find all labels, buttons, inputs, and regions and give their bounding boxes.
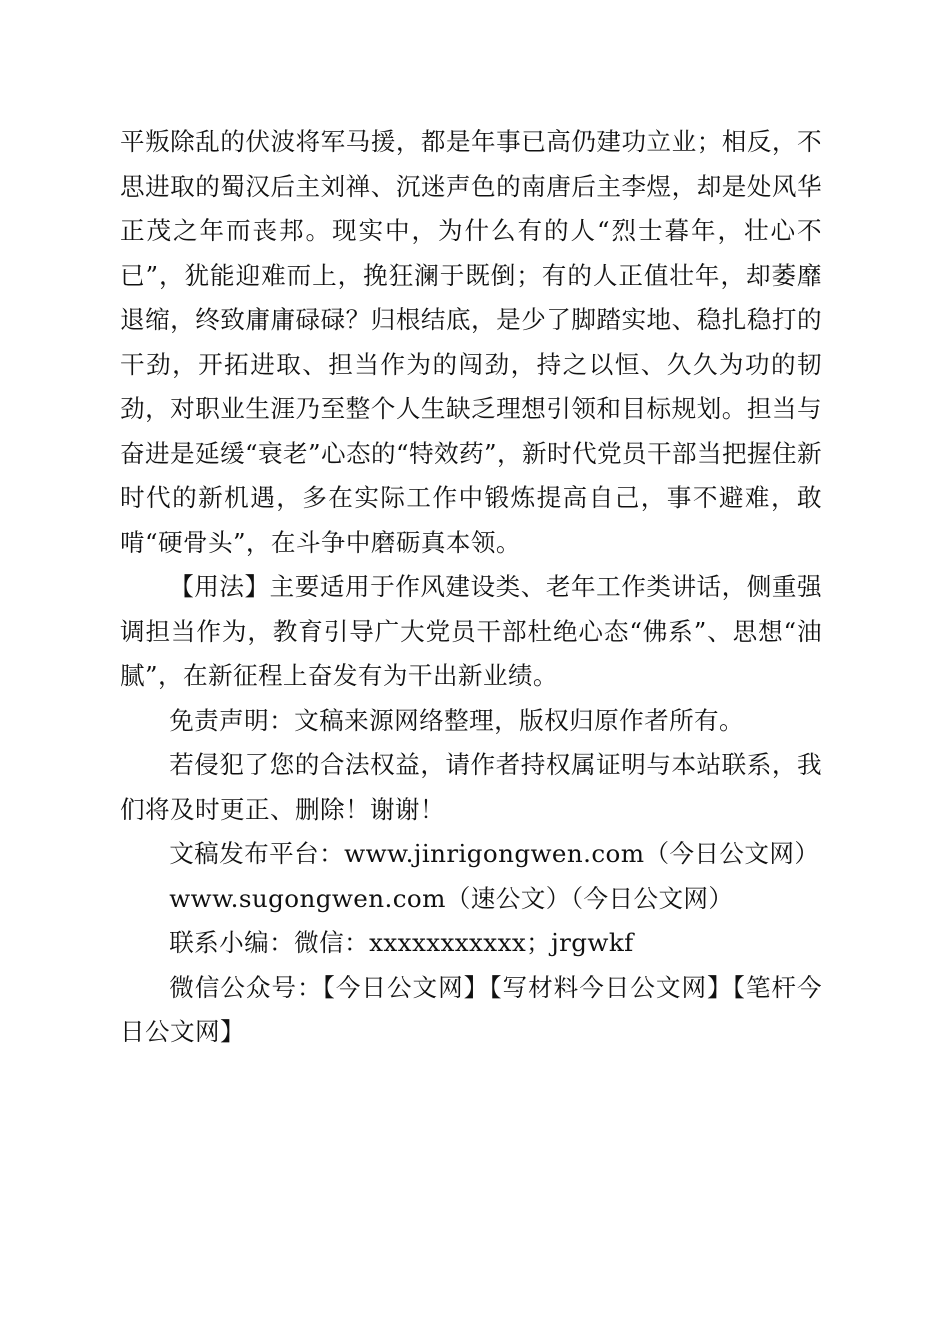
secondary-site-line: www.sugongwen.com（速公文）（今日公文网）: [169, 883, 734, 913]
disclaimer-line: 免责声明：文稿来源网络整理，版权归原作者所有。: [169, 705, 745, 735]
publish-platform-line: 文稿发布平台：www.jinrigongwen.com（今日公文网）: [169, 839, 820, 868]
usage-paragraph: 【用法】主要适用于作风建设类、老年工作类讲话，侧重强调担当作为，教育引导广大党员干部杜绝心态“佛系”、思想“油腻”，在新征程上奋发有为干出新业绩。: [120, 572, 822, 690]
contact-editor-line: 联系小编：微信：xxxxxxxxxxx；jrgwkf: [169, 928, 634, 957]
document-page: [120, 120, 822, 1055]
infringement-notice: 若侵犯了您的合法权益，请作者持权属证明与本站联系，我们将及时更正、删除！谢谢！: [120, 750, 822, 824]
wechat-accounts-line: 微信公众号：【今日公文网】【写材料今日公文网】【笔杆今日公文网】: [120, 972, 822, 1046]
body-paragraph-continuation: 平叛除乱的伏波将军马援，都是年事已高仍建功立业；相反，不思进取的蜀汉后主刘禅、沉迷声色的南唐后主李煜，却是处风华正茂之年而丧邦。现实中，为什么有的人“烈士暮年，壮心不已”，犹能迎难而上，挽狂澜于既倒；有的人正值壮年，却萎靡退缩，终致庸庸碌碌？归根结底，是少了脚踏实地、稳扎稳打的干劲，开拓进取、担当作为的闯劲，持之以恒、久久为功的韧劲，对职业生涯乃至整个人生缺乏理想引领和目标规划。担当与奋进是延缓“衰老”心态的“特效药”，新时代党员干部当把握住新时代的新机遇，多在实际工作中锻炼提高自己，事不避难，敢啃“硬骨头”，在斗争中磨砺真本领。: [120, 127, 822, 557]
